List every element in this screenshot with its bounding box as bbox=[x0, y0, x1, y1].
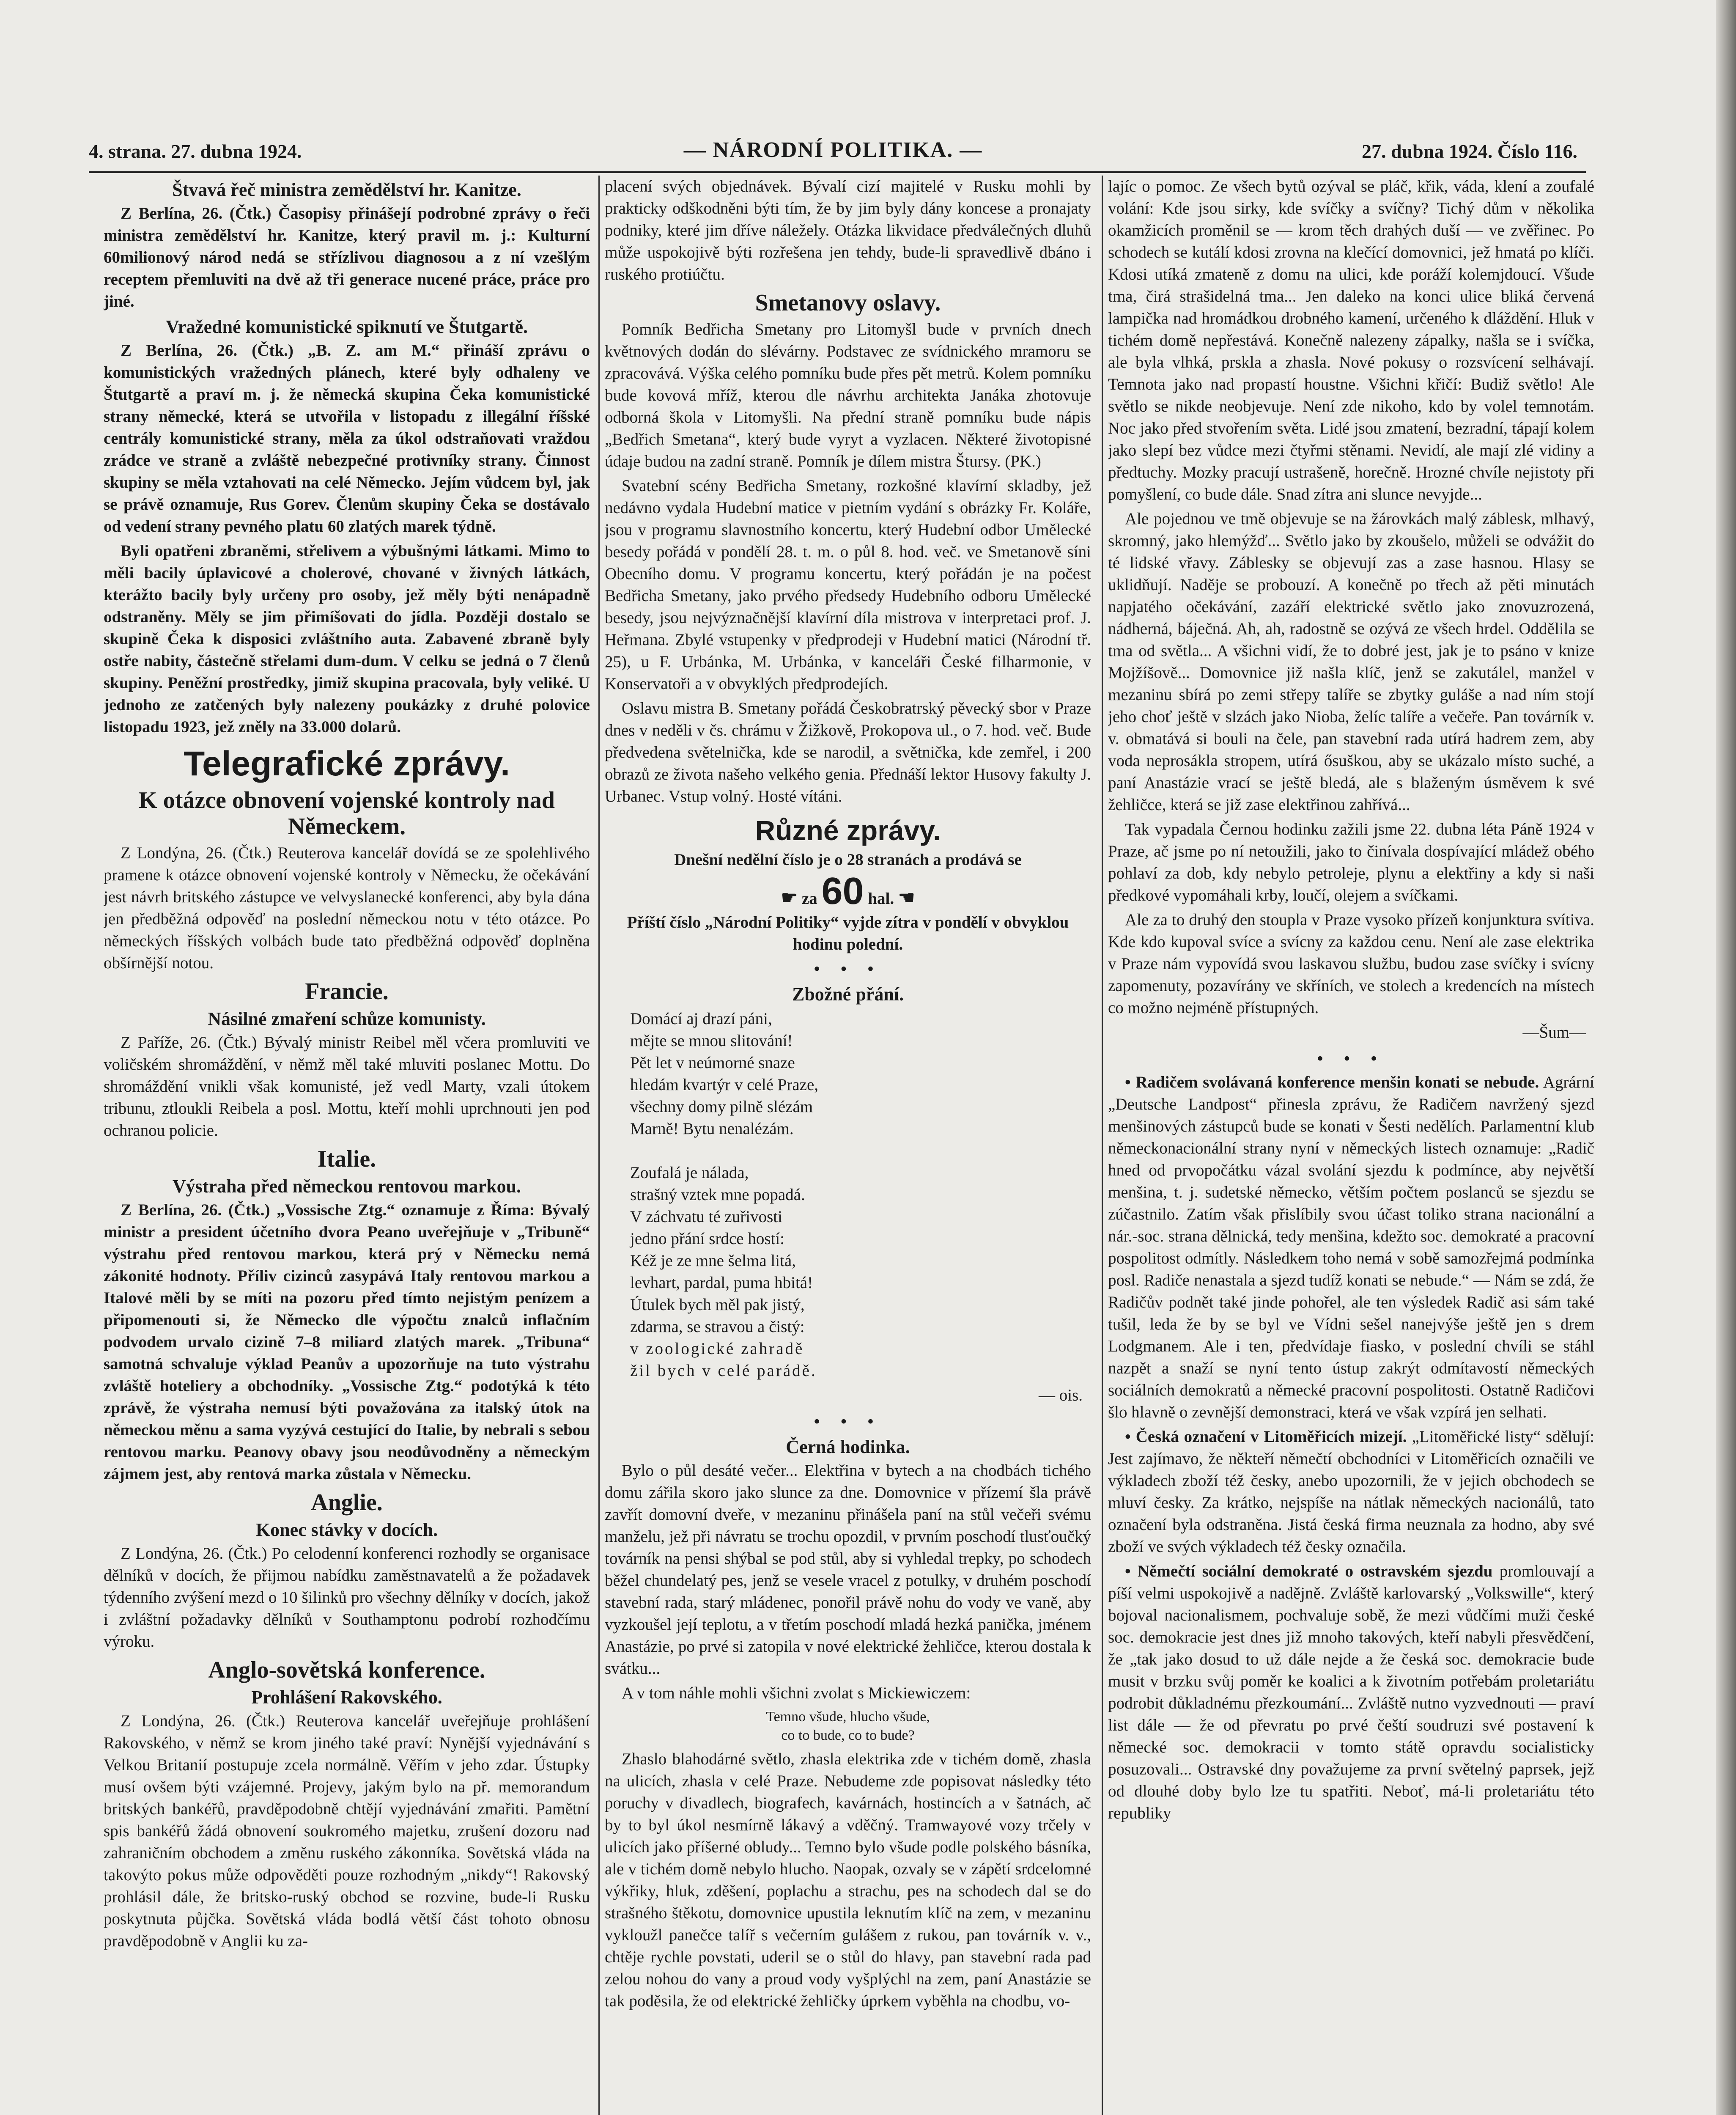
article-cerna-cont-4: Ale za to druhý den stoupla v Praze vysoko přízeň konjunktura svítiva. Kde kdo kupoval svíce a svícny za každou cenu. Není ale zase elektrika v Praze nám vypovídá svou laskavou službu, budou zase svíčky i svícny zapomenuty, pozavírány ve skříních, ve stolech a kredencích na místech co možno nejméně přístupných. bbox=[1108, 911, 1594, 1017]
quote-line-1: Temno všude, hlucho všude, bbox=[766, 1709, 930, 1725]
promo-line-1: Dnešní nedělní číslo je o 28 stranách a prodává se bbox=[674, 851, 1022, 869]
subhead-italie: Výstraha před německou rentovou markou. bbox=[172, 1176, 521, 1197]
subhead-francie: Násilné zmaření schůze komunisty. bbox=[208, 1008, 486, 1029]
subhead-anglosov: Prohlášení Rakovského. bbox=[251, 1687, 442, 1708]
separator-dots: • • • bbox=[814, 960, 882, 978]
bullet-icon: • bbox=[1125, 1073, 1136, 1091]
promo-price bbox=[605, 871, 1091, 912]
headline-anglosov: Anglo-sovětská konference. bbox=[208, 1657, 485, 1683]
article-anglosov: Z Londýna, 26. (Čtk.) Reuterova kancelář uveřejňuje prohlášení Rakovského, v němž se krom jiného také praví: Nynější vyjednávání s Velkou Britanií postupuje zcela normálně. Věřím v jeho zdar. Ústupky musí ovšem býti vzájemné. Projevy, jakým bylo na př. memorandum britských bankéřů, pravděpodobně chtějí vyjednávání zmařiti. Pamětní spis bankéřů žádá obnovení soukromého majetku, zrušení dozoru nad zahraničním obchodem a změnu ruského zákonníka. Sovětská vláda na takovýto pokus může odpověděti pouze rozhodným „nikdy“! Rakovský prohlásil dále, že britsko-ruský obchod se rozvine, bude-li Rusku poskytnuta půjčka. Sovětská vláda bodlá větší část tohoto obnosu pravděpodobně v Anglii ku za- bbox=[104, 1712, 590, 1950]
page-edge-shadow bbox=[1716, 0, 1736, 2115]
article-cerna-signature: —Šum— bbox=[1522, 1023, 1586, 1041]
column-2 bbox=[605, 176, 1091, 2115]
quote-mickiewicz bbox=[605, 1708, 1091, 1745]
poem-line: mějte se mnou slitování! bbox=[630, 1032, 793, 1050]
poem-line bbox=[630, 1140, 1091, 1162]
text-radic: Agrární „Deutsche Landpost“ přinesla zprávu, že Radičem navržený sjezd menšinových zástupců bude se konati v Šesti nedělích. Parlamentní klub německonacionální strany nyní v německých listech oznamuje: „Radič hned od prvopočátku vázal svolání sjezdu k podmínce, aby největší menšina, t. j. sudetské německo, větším počtem poslanců se sjezdu se zúčastnilo. Zatím však přislíbily svou účast toliko strana nacionální a nár.-soc. strana dělnická, tedy menšina, kdežto soc. demokraté a pracovní pospolitost odmítly. Následkem toho nemá v sobě samozřejmá podmínka posl. Radiče nenastala a sjezd tudíž konati se nebude.“ — Nám se zdá, že Radičův podnět také jinde pohořel, ale ten výsledek Radič asi sám také tušil, leda že by se byl ve Vídni sešel nanejvýše ještě jen s drem Lodgmanem. Ale i ten, předvídaje fiasko, v poslední chvíli se stáhl nazpět a snaží se nyní tento ústup zakrýt odmítavostí německých sociálních demokratů a německé pracovní pospolitosti. Ostatně Radičovi šlo hlavně o zevnější demonstraci, která ve však vzpírá jen selhati. bbox=[1108, 1073, 1594, 1421]
article-smetana-2: Svatební scény Bedřicha Smetany, rozkošné klavírní skladby, jež nedávno vydala Hudební matice v pietním vydání s obrázky Fr. Koláře, jsou v programu slavnostního koncertu, který Hudební odbor Umělecké besedy pořádá v pondělí 28. t. m. o půl 8. hod. več. ve Smetanově síni Obecního domu. V programu koncertu, který pořádán je na počest Bedřicha Smetany, jako prvého předsedy Hudebního odboru Umělecké besedy, jsou nejvýznačnější klavírní díla mistrova v interpretaci prof. J. Heřmana. Zbylé vstupenky v předprodeji v Hudební matici (Národní tř. 25), u F. Urbánka, M. Urbánka, v kanceláři České filharmonie, v Konservatoři a v obvyklých předprodejích. bbox=[605, 477, 1091, 693]
article-kontrola: Z Londýna, 26. (Čtk.) Reuterova kancelář dovídá se ze spolehlivého pramene k otázce obnovení vojenské kontroly v Německu, že očekávání jest návrh britského zástupce ve velvyslanecké konferenci, aby byla dána jen předběžná odpověď na poslední německou notu v této otázce. Po německých říšských volbách bude tato předběžná odpověď doplněna obšírnější notou. bbox=[104, 844, 590, 972]
headline-anglie: Anglie. bbox=[311, 1489, 383, 1516]
article-cerna-3: Zhaslo blahodárné světlo, zhasla elektrika zde v tichém domě, zhasla na ulicích, zhasla v celé Praze. Nebudeme zde popisovat následky této poruchy v divadlech, biografech, kavárnách, hostincích a v šatnách, ač by to byl úkol nesmírně lákavý a vděčný. Tramwayové vozy trčely v ulicích jako příšerné obludy... Temno bylo všude podle polského básníka, ale v tichém domě nebylo hlucho. Naopak, ozvaly se v zápětí srdcelomné výkřiky, hluk, zděšení, poplachu a strachu, pes na schodech dal se do strašného štěkotu, domovnice upustila leknutím klíč na zem, v mezaninu vykloužl panečce talíř s večerním gulášem z rukou, pan továrník v. v., chtěje rychle povstati, uderil se o stůl do hlavy, pan stavební rada pad zelou nohou do vany a proud vody vyšplýchl na zem, paní Anastázie se tak poděsila, že od elektrické žehličky úprkem vyběhla na chodbu, vo- bbox=[605, 1750, 1091, 2010]
poem-zbozne bbox=[630, 1008, 1091, 1382]
article-francie: Z Paříže, 26. (Čtk.) Bývalý ministr Reibel měl včera promluviti ve voličském shromáždění, v němž měl také mluviti poslanec Mottu. Do shromáždění vnikli však komunisté, jež vedl Marty, vzali útokem tribunu, ztloukli Reibela a posl. Mottu, kteří mohli uprchnouti jen pod ochranou policie. bbox=[104, 1033, 590, 1140]
article-stutgart-1: Z Berlína, 26. (Čtk.) „B. Z. am M.“ přináší zprávu o komunistických vražedných plánech, které byly odhaleny ve Štutgartě a praví m. j. že německá skupina Čeka komunistické strany německé, která se utvořila v listopadu z illegální říšské centrály komunistické strany, měla za úkol odstraňovati vraždou zrádce ve straně a zvláště nebezpečné protivníky strany. Činnost skupiny se měla vztahovati na celé Německo. Jejím vůdcem byl, jak se právě oznamuje, Rus Gorev. Členům skupiny Čeka se dostávalo od vedení strany pevného platu 60 zlatých marek týdně. bbox=[104, 341, 590, 536]
poem-line: Útulek bych měl pak jistý, bbox=[630, 1296, 805, 1314]
poem-line: zdarma, se stravou a čistý: bbox=[630, 1318, 805, 1336]
headline-kanitz: Štvavá řeč ministra zemědělství hr. Kanitze. bbox=[172, 179, 521, 200]
promo-sixty: 60 bbox=[821, 870, 864, 912]
poem-line: hledám kvartýr v celé Praze, bbox=[630, 1076, 819, 1094]
headline-stutgart: Vražedné komunistické spiknutí ve Štutgartě. bbox=[166, 316, 528, 337]
promo-box bbox=[605, 849, 1091, 956]
poem-line: Pět let v neúmorné snaze bbox=[630, 1054, 795, 1072]
article-smetana-3: Oslavu mistra B. Smetany pořádá Českobratrský pěvecký sbor v Praze dnes v neděli v čs. chrámu v Žižkově, Prokopova ul., o 7. hod. več. Bude předvedena světelnička, kde se narodil, a světnička, kde zemřel, i 200 obrazů ze života našeho velkého genia. Přednáší lektor Husovy fakulty J. Urbanec. Vstup volný. Hosté vítáni. bbox=[605, 699, 1091, 805]
bullet-icon-3: • bbox=[1125, 1562, 1138, 1580]
poem-line: Marně! Bytu nenalézám. bbox=[630, 1120, 794, 1138]
promo-line-2: Příští číslo „Národní Politiky“ vyjde zítra v pondělí v obvyklou hodinu polední. bbox=[627, 913, 1069, 953]
headline-zbozne: Zbožné přání. bbox=[792, 984, 904, 1005]
article-cerna-2: A v tom náhle mohli všichni zvolat s Mickiewiczem: bbox=[622, 1684, 971, 1702]
poem-line: všechny domy pilně slézám bbox=[630, 1098, 813, 1116]
section-ruzne: Různé zprávy. bbox=[755, 815, 941, 846]
subhead-anglie: Konec stávky v docích. bbox=[255, 1519, 438, 1540]
header-right: 27. dubna 1924. Číslo 116. bbox=[1362, 140, 1577, 162]
article-stutgart-2: Byli opatřeni zbraněmi, střelivem a výbušnými látkami. Mimo to měli bacily úplavicové a cholerové, chované v živných látkách, kterážto bacily byly určeny pro osoby, jež měly býti nenápadně odstraněny. Měly se jim přimíšovati do jídla. Později dostalo se skupině Čeka k disposici zvláštního auta. Zabavené zbraně byly ostře nabity, částečně střelami dum-dum. V celku se jedná o 7 členů skupiny. Peněžní prostředky, jimiž skupina pracovala, byly veliké. U jednoho ze zatčených byly nalezeny poukázky z druhé polovice listopadu 1923, jež zněly na 33.000 dolarů. bbox=[104, 542, 590, 736]
bullet-icon-2: • bbox=[1125, 1428, 1136, 1446]
article-cerna-cont: lajíc o pomoc. Ze všech bytů ozýval se pláč, křik, váda, klení a zoufalé volání: Kde jsou sirky, kde svíčky a svíčny? Tichý dům v několika okamžicích proměnil se — krom těch drahých duší — ve zvěřinec. Po schodech se kutálí kdosi zrovna na klečící domovnici, jež hmatá po klíči. Kdosi utíká zmateně z domu na ulici, kde poráží kolemjdoucí. Všude tma, čirá strašidelná tma... Jen daleko na konci ulice bliká červená lampička nad hromádkou drobného kamení, určeného k dláždění. Hluk v tichém domě nepřestává. Konečně nalezeny zápalky, našla se i svíčka, ale byla vlhká, prskla a zhasla. Nové pokusy o rozsvícení selhávají. Temnota jako nad propastí houstne. Všichni křičí: Budiž světlo! Ale světlo se nikde neobjevuje. Není zde nikoho, kdo by volel temnotám. Noc jako před stvořením světa. Lidé jsou zmatení, bezradní, tápají kolem jako slepí bez vůdce mezi čtyřmi stěnami. Nevidí, ale mají zlé vidiny a předtuchy. Mozky pracují ustrašeně, horečně. Hrozné chvíle nejistoty při pomyšlení, co bude dále. Snad zítra ani slunce nevyjde... bbox=[1108, 177, 1594, 503]
separator-dots-2: • • • bbox=[814, 1412, 882, 1431]
article-kanitz: Z Berlína, 26. (Čtk.) Časopisy přinášejí podrobné zprávy o řeči ministra zemědělství hr. Kanitze, který pravil m. j.: Kulturní 60milionový národ nedá se střízlivou diagnosou a z ní vzešlým receptem přemluviti na dvě až tři generace nucené práce, práce pro jiné. bbox=[104, 204, 590, 310]
article-cerna-1: Bylo o půl desáté večer... Elektřina v bytech a na chodbách tichého domu zářila skoro jako slunce za dne. Domovnice v přízemí šla právě zavřít domovní dveře, v mezaninu přinášela paní na stůl večeři svému manželu, jež při návratu se trochu opozdil, v prvním poschodí tlusťoučký továrník na pensi shýbal se pod stůl, aby si vyhledal trepky, po schodech běžel chundelatý pes, jenž se vesele vracel z potulky, v druhém poschodí stavební rada, starý mládenec, ponořil právě nohu do vody ve vaně, aby vyzkoušel její teplotu, a v třetím poschodí mladá hezká panička, jménem Anastázie, po prvé si zatopila v nové elektrické žehličce, kterou dostala k svátku... bbox=[605, 1461, 1091, 1678]
headline-kontrola: K otázce obnovení vojenské kontroly nad Německem. bbox=[139, 787, 555, 840]
masthead-title: — NÁRODNÍ POLITIKA. — bbox=[683, 138, 983, 162]
promo-hal: hal. bbox=[868, 890, 894, 908]
poem-line: jedno přání srdce hostí: bbox=[630, 1230, 784, 1248]
poem-line: Zoufalá je nálada, bbox=[630, 1164, 749, 1182]
article-anglie: Z Londýna, 26. (Čtk.) Po celodenní konferenci rozhodly se organisace dělníků v docích, že přijmou nabídku zaměstnavatelů a že požadavek týdenního zvýšení mezd o 10 šilinků pro všechny dělníky v docích, jakož i zvláštní požadavky dělníků v Southamptonu podrobí rozhodčímu výroku. bbox=[104, 1544, 590, 1651]
article-cerna-cont-3: Tak vypadala Černou hodinku zažili jsme 22. dubna léta Páně 1924 v Praze, ač jsme po ní netoužili, jako to činívala dospívající mládež obého pohlaví za dob, kdy nebylo petroleje, plynu a elektřiny a kdy si naši předkové vypomáhali krby, loučí, olejem a svíčkami. bbox=[1108, 820, 1594, 904]
article-anglosov-cont: placení svých objednávek. Bývalí cizí majitelé v Rusku mohli by prakticky odškodněni býti tím, že by jim byly dány koncese a pronajaty podniky, které jim dříve náležely. Otázka likvidace předválečných dluhů může uspokojivě býti rozřešena jen tehdy, bude-li spravedlivě dbáno i ruského protiúčtu. bbox=[605, 177, 1091, 283]
poem-signature: — ois. bbox=[1038, 1386, 1083, 1404]
header-left: 4. strana. 27. dubna 1924. bbox=[89, 140, 302, 162]
headline-italie: Italie. bbox=[317, 1146, 376, 1172]
poem-line: levhart, pardal, puma hbitá! bbox=[630, 1274, 813, 1292]
headline-francie: Francie. bbox=[305, 978, 389, 1005]
pointing-hand-icon-2: ☚ bbox=[898, 887, 915, 908]
section-smetana: Smetanovy oslavy. bbox=[755, 290, 941, 316]
poem-line: V záchvatu té zuřivosti bbox=[630, 1208, 782, 1226]
quote-line-2: co to bude, co to bude? bbox=[781, 1728, 915, 1743]
article-italie: Z Berlína, 26. (Čtk.) „Vossische Ztg.“ oznamuje z Říma: Bývalý ministr a president účetního dvora Peano uveřejňuje v „Tribuně“ výstrahu před rentovou markou, která prý v Německu nemá zákonité hodnoty. Příliv cizinců zasypává Italy rentovou markou a Italové měli by se míti na pozoru před tímto nejistým penízem a připomenouti si, že Německo dle výpočtu znalců inflačním podvodem urvalo cizině 7–8 miliard zlatých marek. „Tribuna“ samotná schvaluje výklad Peanův a upozorňuje na tuto výstrahu zvláště hoteliery a obchodníky. „Vossische Ztg.“ podotýká k této zprávě, že výstraha nemusí býti považována za italský útok na německou měnu a sama vyzývá cestující do Italie, by nebrali s sebou rentovou marku. Peanovy obavy jsou neodůvodněny a německým zájmem jest, aby rentová marka zůstala v Německu. bbox=[104, 1201, 590, 1483]
article-radic bbox=[1108, 1071, 1594, 1423]
column-1 bbox=[104, 176, 590, 2115]
headline-litomerice: Česká označení v Litoměřicích mizejí. bbox=[1135, 1428, 1407, 1446]
column-3 bbox=[1108, 176, 1594, 2115]
headline-radic: Radičem svolávaná konference menšin konati se nebude. bbox=[1135, 1073, 1539, 1091]
poem-line: žil bych v celé parádě. bbox=[630, 1362, 817, 1380]
headline-ostrava: Němečtí sociální demokraté o ostravském sjezdu bbox=[1137, 1562, 1493, 1580]
page-header bbox=[89, 137, 1577, 167]
headline-cerna: Černá hodinka. bbox=[786, 1437, 910, 1457]
poem-line: strašný vztek mne popadá. bbox=[630, 1186, 805, 1204]
article-ostrava bbox=[1108, 1560, 1594, 1824]
article-cerna-cont-2: Ale pojednou ve tmě objevuje se na žárovkách malý záblesk, mlhavý, skromný, jako hlemýžď... Světlo jako by zkoušelo, můželi se odvážit do té lidské vřavy. Záblesky se objevují zas a zase hasnou. Hlasy se uklidňují. Naděje se probouzí. A konečně po třech až pěti minutách napjatého očekávání, zazáří elektrické světlo jako znovuzrozená, nádherná, báječná. Ah, ah, radostně se ozývá ze všech hrdel. Oddělila se tma od světla... A všichni vidí, že to dobré jest, jak je to psáno v knize Mojžíšově... Domovnice již našla klíč, jenž se zakutálel, manžel v mezaninu sbírá po zemi střepy talíře se zbytky guláše a nad ním stojí jeho choť ještě v slzách jako Nioba, želíc talíře a večeře. Pan továrník v. v. obmatává si bouli na čele, pan stavební rada utírá hadrem zem, aby voda neprosákla stropem, utírá ősuškou, aby se ukázalo místo suché, a paní Anastázie vrací se ještě bledá, ale s blaženým úsměvem k své žehličce, která se již zase elektřinou zahřívá... bbox=[1108, 510, 1594, 814]
article-smetana-1: Pomník Bedřicha Smetany pro Litomyšl bude v prvních dnech květnových dodán do slévárny. Podstavec ze svídnického mramoru se zpracovává. Výška celého pomníku bude přes pět metrů. Kolem pomníku bude kovová mříž, kterou dle návrhu architekta Janáka zhotovuje odborná škola v Litomyšli. Na přední straně pomníku bude nápis „Bedřich Smetana“, který bude vyryt a vyzlacen. Některé životopisné údaje budou na zadní straně. Pomník je dílem mistra Štursy. (PK.) bbox=[605, 320, 1091, 470]
pointing-hand-icon: ☛ bbox=[781, 887, 798, 908]
column-rule-1 bbox=[598, 176, 600, 2115]
section-telegraf: Telegrafické zprávy. bbox=[184, 744, 510, 783]
poem-line: Kéž je ze mne šelma litá, bbox=[630, 1252, 796, 1270]
poem-line: v zoologické zahradě bbox=[630, 1340, 804, 1358]
column-rule-2 bbox=[1102, 176, 1103, 2115]
article-litomerice bbox=[1108, 1426, 1594, 1558]
separator-dots-3: • • • bbox=[1317, 1049, 1385, 1068]
text-litomerice: „Litoměřické listy“ sdělují: Jest zajímavo, že někteří němečtí obchodníci v Litoměřicích označili ve výkladech zboží též česky, anebo upozornili, že v jejich obchodech se mluví česky. Za krátko, nejspíše na nátlak německých nacionálů, tato označení byla odstraněna. Jistá česká firma neuznala za hodno, aby své zboží ve svých výkladech též česky označila. bbox=[1108, 1428, 1594, 1556]
header-rule bbox=[89, 171, 1586, 173]
promo-za: za bbox=[801, 890, 817, 908]
poem-line: Domácí aj drazí páni, bbox=[630, 1010, 772, 1028]
text-ostrava: promlouvají a píší velmi uspokojivě a nadějně. Zvláště karlovarský „Volkswille“, který bojoval nacionalismem, pochvaluje sobě, že mezi vůdčími muži české soc. demokracie jest dnes již mnoho takových, kteří nabyli přesvědčení, že „tak jako dosud to už dále nejde a že česká soc. demokracie bude musit v brzku svůj poměr ke koalici a k životním potřebám proletariátu podrobit důkladnému přezkoumání... Zvláště nutno vyzvednouti — praví list dále — že od převratu po prvé čeští soudruzi své postavení k německé soc. demokracii v tomto státě opravdu socialisticky posuzovali... Ostravské dny považujeme za první světelný paprsek, jejž od dlouhé doby bylo lze tu spatřiti. Neboť, má-li proletariátu této republiky bbox=[1108, 1562, 1594, 1822]
